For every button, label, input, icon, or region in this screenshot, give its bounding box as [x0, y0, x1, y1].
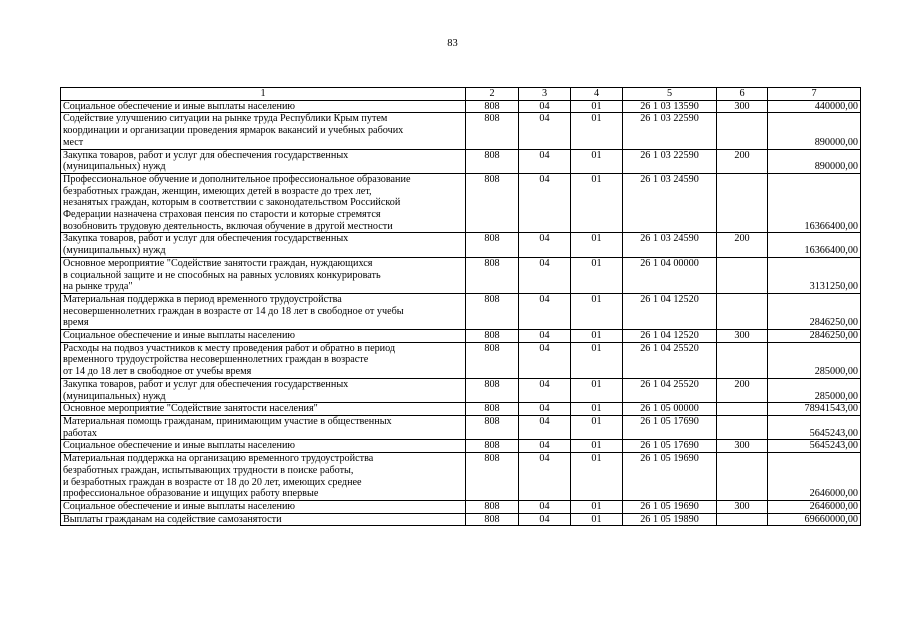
expense-type-cell: 300 [717, 440, 768, 453]
subsection-code-cell: 01 [571, 342, 623, 378]
amount-cell: 5645243,00 [768, 415, 861, 439]
amount-cell: 16366400,00 [768, 233, 861, 257]
ministry-code-cell: 808 [466, 100, 519, 113]
ministry-code-cell: 808 [466, 293, 519, 329]
expense-name-cell: Закупка товаров, работ и услуг для обеспечения государственных (муниципальных) нужд [61, 378, 466, 402]
column-header: 1 [61, 88, 466, 101]
section-code-cell: 04 [519, 342, 571, 378]
section-code-cell: 04 [519, 257, 571, 293]
ministry-code-cell: 808 [466, 453, 519, 501]
column-header: 6 [717, 88, 768, 101]
expense-name-cell: Содействие улучшению ситуации на рынке труда Республики Крым путем координации и организации проведения ярмарок вакансий и учебных рабочих мест [61, 113, 466, 149]
target-article-cell: 26 1 05 17690 [623, 440, 717, 453]
table-row [61, 453, 861, 501]
target-article-cell: 26 1 04 12520 [623, 293, 717, 329]
table-row [61, 149, 861, 173]
section-code-cell: 04 [519, 100, 571, 113]
expense-type-cell: 200 [717, 233, 768, 257]
amount-cell: 2646000,00 [768, 453, 861, 501]
subsection-code-cell: 01 [571, 113, 623, 149]
subsection-code-cell: 01 [571, 440, 623, 453]
table-row [61, 513, 861, 526]
target-article-cell: 26 1 03 13590 [623, 100, 717, 113]
amount-cell: 2846250,00 [768, 330, 861, 343]
expense-type-cell: 200 [717, 149, 768, 173]
amount-cell: 285000,00 [768, 378, 861, 402]
table-row [61, 500, 861, 513]
target-article-cell: 26 1 03 24590 [623, 173, 717, 233]
expense-name-cell: Материальная поддержка на организацию временного трудоустройства безработных граждан, испытывающих трудности в поиске работы, и безработных граждан в возрасте от 18 до 20 лет, имеющих среднее профессиональное образование и ищущих работу впервые [61, 453, 466, 501]
subsection-code-cell: 01 [571, 513, 623, 526]
amount-cell: 890000,00 [768, 149, 861, 173]
expense-name-cell: Материальная помощь гражданам, принимающим участие в общественных работах [61, 415, 466, 439]
subsection-code-cell: 01 [571, 500, 623, 513]
section-code-cell: 04 [519, 415, 571, 439]
target-article-cell: 26 1 04 00000 [623, 257, 717, 293]
ministry-code-cell: 808 [466, 330, 519, 343]
ministry-code-cell: 808 [466, 173, 519, 233]
expense-type-cell [717, 403, 768, 416]
subsection-code-cell: 01 [571, 100, 623, 113]
target-article-cell: 26 1 04 25520 [623, 378, 717, 402]
amount-cell: 285000,00 [768, 342, 861, 378]
section-code-cell: 04 [519, 330, 571, 343]
table-row [61, 257, 861, 293]
expense-type-cell [717, 513, 768, 526]
expense-name-cell: Основное мероприятие "Содействие занятости населения" [61, 403, 466, 416]
ministry-code-cell: 808 [466, 342, 519, 378]
subsection-code-cell: 01 [571, 403, 623, 416]
subsection-code-cell: 01 [571, 257, 623, 293]
amount-cell: 78941543,00 [768, 403, 861, 416]
section-code-cell: 04 [519, 233, 571, 257]
expense-name-cell: Выплаты гражданам на содействие самозанятости [61, 513, 466, 526]
ministry-code-cell: 808 [466, 257, 519, 293]
column-header: 7 [768, 88, 861, 101]
amount-cell: 2646000,00 [768, 500, 861, 513]
amount-cell: 16366400,00 [768, 173, 861, 233]
column-header: 2 [466, 88, 519, 101]
section-code-cell: 04 [519, 500, 571, 513]
subsection-code-cell: 01 [571, 453, 623, 501]
budget-table [60, 87, 861, 526]
subsection-code-cell: 01 [571, 233, 623, 257]
amount-cell: 2846250,00 [768, 293, 861, 329]
expense-name-cell: Социальное обеспечение и иные выплаты населению [61, 330, 466, 343]
subsection-code-cell: 01 [571, 173, 623, 233]
subsection-code-cell: 01 [571, 415, 623, 439]
amount-cell: 5645243,00 [768, 440, 861, 453]
expense-type-cell [717, 173, 768, 233]
target-article-cell: 26 1 04 25520 [623, 342, 717, 378]
expense-type-cell [717, 342, 768, 378]
amount-cell: 890000,00 [768, 113, 861, 149]
target-article-cell: 26 1 03 22590 [623, 149, 717, 173]
subsection-code-cell: 01 [571, 330, 623, 343]
ministry-code-cell: 808 [466, 378, 519, 402]
expense-name-cell: Социальное обеспечение и иные выплаты населению [61, 500, 466, 513]
ministry-code-cell: 808 [466, 415, 519, 439]
target-article-cell: 26 1 03 24590 [623, 233, 717, 257]
expense-type-cell [717, 257, 768, 293]
amount-cell: 3131250,00 [768, 257, 861, 293]
expense-type-cell [717, 293, 768, 329]
expense-type-cell: 200 [717, 378, 768, 402]
expense-type-cell: 300 [717, 330, 768, 343]
expense-name-cell: Основное мероприятие "Содействие занятости граждан, нуждающихся в социальной защите и не способных на равных условиях конкурировать на рынке труда" [61, 257, 466, 293]
table-row [61, 233, 861, 257]
ministry-code-cell: 808 [466, 149, 519, 173]
subsection-code-cell: 01 [571, 293, 623, 329]
table-row [61, 342, 861, 378]
section-code-cell: 04 [519, 403, 571, 416]
target-article-cell: 26 1 05 00000 [623, 403, 717, 416]
ministry-code-cell: 808 [466, 113, 519, 149]
section-code-cell: 04 [519, 378, 571, 402]
table-row [61, 100, 861, 113]
target-article-cell: 26 1 05 19690 [623, 500, 717, 513]
column-header: 5 [623, 88, 717, 101]
column-header: 3 [519, 88, 571, 101]
target-article-cell: 26 1 05 19890 [623, 513, 717, 526]
amount-cell: 440000,00 [768, 100, 861, 113]
subsection-code-cell: 01 [571, 149, 623, 173]
expense-name-cell: Закупка товаров, работ и услуг для обеспечения государственных (муниципальных) нужд [61, 233, 466, 257]
expense-type-cell [717, 113, 768, 149]
ministry-code-cell: 808 [466, 403, 519, 416]
target-article-cell: 26 1 05 19690 [623, 453, 717, 501]
target-article-cell: 26 1 03 22590 [623, 113, 717, 149]
table-row [61, 403, 861, 416]
page-number: 83 [447, 38, 458, 49]
expense-name-cell: Расходы на подвоз участников к месту проведения работ и обратно в период временного трудоустройства несовершеннолетних граждан в возрасте от 14 до 18 лет в свободное от учебы время [61, 342, 466, 378]
table-row [61, 330, 861, 343]
table-row [61, 173, 861, 233]
section-code-cell: 04 [519, 453, 571, 501]
table-header-row [61, 88, 861, 101]
ministry-code-cell: 808 [466, 233, 519, 257]
section-code-cell: 04 [519, 113, 571, 149]
target-article-cell: 26 1 05 17690 [623, 415, 717, 439]
table-row [61, 440, 861, 453]
subsection-code-cell: 01 [571, 378, 623, 402]
table-row [61, 415, 861, 439]
expense-name-cell: Профессиональное обучение и дополнительное профессиональное образование безработных граждан, женщин, имеющих детей в возрасте до трех лет, незанятых граждан, которым в соответствии с законодательством Российской Федерации назначена страховая пенсия по старости и которые стремятся возобновить трудовую деятельность, включая обучение в другой местности [61, 173, 466, 233]
target-article-cell: 26 1 04 12520 [623, 330, 717, 343]
section-code-cell: 04 [519, 293, 571, 329]
ministry-code-cell: 808 [466, 500, 519, 513]
table-row [61, 378, 861, 402]
expense-type-cell [717, 453, 768, 501]
expense-type-cell: 300 [717, 100, 768, 113]
expense-name-cell: Социальное обеспечение и иные выплаты населению [61, 440, 466, 453]
section-code-cell: 04 [519, 173, 571, 233]
table-row [61, 113, 861, 149]
table-row [61, 293, 861, 329]
section-code-cell: 04 [519, 149, 571, 173]
expense-name-cell: Материальная поддержка в период временного трудоустройства несовершеннолетних граждан в возрасте от 14 до 18 лет в свободное от учебы время [61, 293, 466, 329]
expense-name-cell: Закупка товаров, работ и услуг для обеспечения государственных (муниципальных) нужд [61, 149, 466, 173]
expense-type-cell [717, 415, 768, 439]
section-code-cell: 04 [519, 513, 571, 526]
amount-cell: 69660000,00 [768, 513, 861, 526]
expense-name-cell: Социальное обеспечение и иные выплаты населению [61, 100, 466, 113]
ministry-code-cell: 808 [466, 440, 519, 453]
expense-type-cell: 300 [717, 500, 768, 513]
ministry-code-cell: 808 [466, 513, 519, 526]
column-header: 4 [571, 88, 623, 101]
section-code-cell: 04 [519, 440, 571, 453]
